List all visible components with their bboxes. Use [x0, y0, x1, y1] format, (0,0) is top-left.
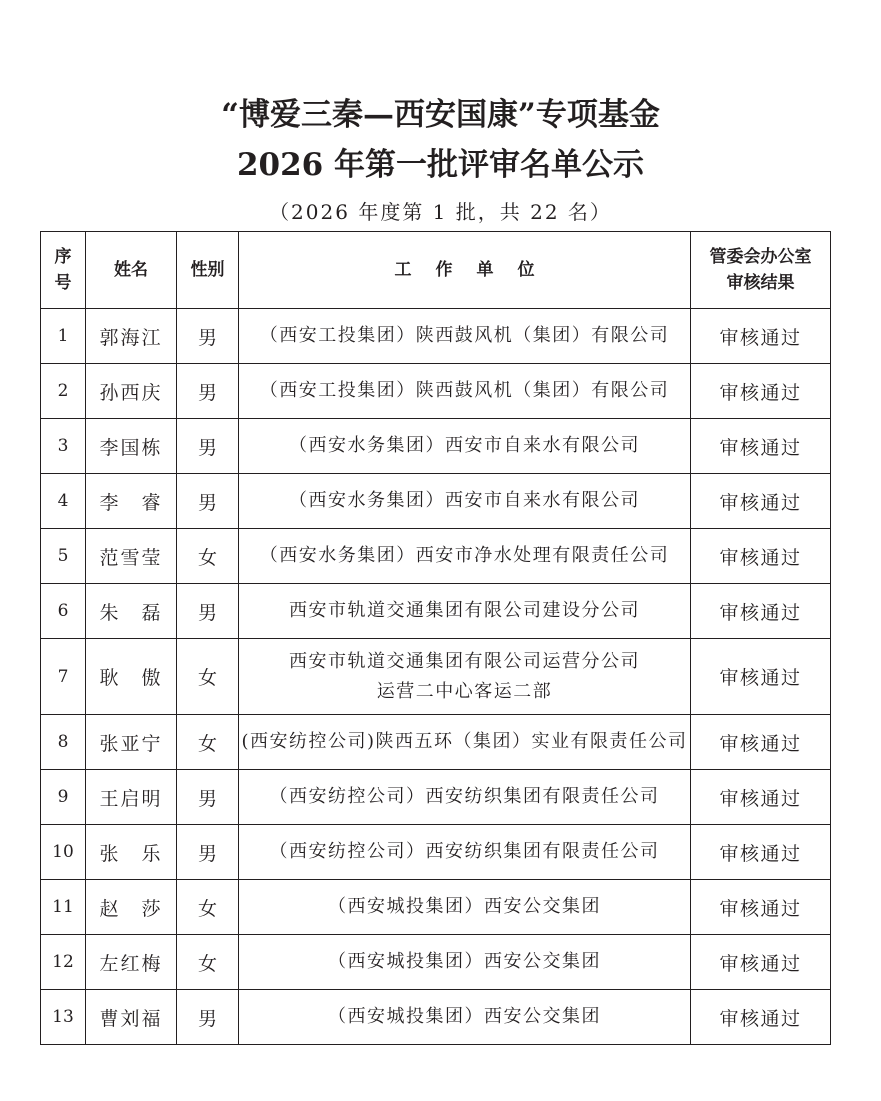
- cell-serial-number: 6: [41, 584, 86, 639]
- cell-name: 孙西庆: [86, 364, 177, 419]
- cell-gender: 男: [177, 474, 239, 529]
- document-subtitle: （2026 年度第 1 批，共 22 名）: [269, 200, 612, 224]
- table-row: [41, 419, 831, 474]
- work-unit-line: （西安城投集团）西安公交集团: [328, 896, 601, 917]
- cell-serial-number: 12: [41, 935, 86, 990]
- table-row: [41, 770, 831, 825]
- cell-gender: 男: [177, 770, 239, 825]
- work-unit-line: 西安市轨道交通集团有限公司运营分公司: [289, 650, 640, 672]
- cell-serial-number: 1: [41, 309, 86, 364]
- work-unit-line: （西安纺控公司）西安纺织集团有限责任公司: [269, 841, 660, 862]
- cell-gender: 男: [177, 309, 239, 364]
- table-row: [41, 990, 831, 1045]
- cell-name: 赵 莎: [86, 880, 177, 935]
- table-row: [41, 584, 831, 639]
- cell-gender: 男: [177, 364, 239, 419]
- table-row: [41, 639, 831, 715]
- table-header-row: [41, 232, 831, 309]
- header-gender: 性别: [177, 232, 239, 309]
- cell-review-result: 审核通过: [691, 770, 831, 825]
- cell-name: 朱 磊: [86, 584, 177, 639]
- cell-serial-number: 4: [41, 474, 86, 529]
- header-review-result: [691, 232, 831, 309]
- cell-review-result: 审核通过: [691, 825, 831, 880]
- cell-review-result: 审核通过: [691, 715, 831, 770]
- cell-work-unit: [239, 309, 691, 364]
- cell-work-unit: [239, 880, 691, 935]
- cell-serial-number: 13: [41, 990, 86, 1045]
- cell-serial-number: 9: [41, 770, 86, 825]
- cell-name: 郭海江: [86, 309, 177, 364]
- cell-work-unit: [239, 935, 691, 990]
- review-list-table: [40, 231, 831, 1045]
- cell-review-result: 审核通过: [691, 880, 831, 935]
- cell-work-unit: [239, 639, 691, 715]
- cell-serial-number: 11: [41, 880, 86, 935]
- cell-name: 王启明: [86, 770, 177, 825]
- cell-review-result: 审核通过: [691, 529, 831, 584]
- cell-review-result: 审核通过: [691, 419, 831, 474]
- cell-serial-number: 7: [41, 639, 86, 715]
- cell-work-unit: [239, 584, 691, 639]
- cell-review-result: 审核通过: [691, 474, 831, 529]
- cell-gender: 男: [177, 584, 239, 639]
- cell-gender: 女: [177, 529, 239, 584]
- cell-gender: 女: [177, 935, 239, 990]
- document-title-line-2: 2026 年第一批评审名单公示: [236, 147, 645, 183]
- work-unit-line: 西安市轨道交通集团有限公司建设分公司: [289, 600, 640, 621]
- header-serial-number-line-1: 序: [54, 247, 72, 267]
- cell-gender: 男: [177, 419, 239, 474]
- table-row: [41, 825, 831, 880]
- cell-work-unit: [239, 715, 691, 770]
- work-unit-line: （西安水务集团）西安市净水处理有限责任公司: [259, 545, 670, 566]
- header-serial-number: [41, 232, 86, 309]
- table-row: [41, 715, 831, 770]
- cell-gender: 女: [177, 715, 239, 770]
- cell-work-unit: [239, 419, 691, 474]
- cell-review-result: 审核通过: [691, 584, 831, 639]
- cell-work-unit: [239, 529, 691, 584]
- work-unit-line: 运营二中心客运二部: [376, 680, 553, 702]
- cell-serial-number: 2: [41, 364, 86, 419]
- cell-work-unit: [239, 825, 691, 880]
- work-unit-line: (西安纺控公司)陕西五环（集团）实业有限责任公司: [241, 731, 688, 752]
- cell-work-unit: [239, 364, 691, 419]
- cell-work-unit: [239, 770, 691, 825]
- cell-name: 张亚宁: [86, 715, 177, 770]
- table-body: [41, 309, 831, 1045]
- header-review-result-line-2: 审核结果: [726, 273, 795, 293]
- table-row: [41, 309, 831, 364]
- cell-serial-number: 3: [41, 419, 86, 474]
- work-unit-line: （西安水务集团）西安市自来水有限公司: [289, 490, 640, 511]
- cell-name: 曹刘福: [86, 990, 177, 1045]
- work-unit-line: （西安工投集团）陕西鼓风机（集团）有限公司: [259, 325, 670, 346]
- work-unit-line: （西安水务集团）西安市自来水有限公司: [289, 435, 640, 456]
- header-serial-number-line-2: 号: [54, 273, 72, 293]
- cell-serial-number: 5: [41, 529, 86, 584]
- cell-review-result: 审核通过: [691, 935, 831, 990]
- cell-gender: 男: [177, 990, 239, 1045]
- cell-gender: 女: [177, 639, 239, 715]
- cell-serial-number: 8: [41, 715, 86, 770]
- cell-work-unit: [239, 474, 691, 529]
- cell-name: 耿 傲: [86, 639, 177, 715]
- table-row: [41, 474, 831, 529]
- cell-gender: 女: [177, 880, 239, 935]
- cell-review-result: 审核通过: [691, 639, 831, 715]
- document-title-line-1: “博爱三秦—西安国康”专项基金: [221, 97, 660, 133]
- table-row: [41, 529, 831, 584]
- work-unit-line: （西安城投集团）西安公交集团: [328, 951, 601, 972]
- cell-name: 李 睿: [86, 474, 177, 529]
- cell-name: 张 乐: [86, 825, 177, 880]
- cell-review-result: 审核通过: [691, 309, 831, 364]
- header-work-unit: 工作单位: [239, 232, 691, 309]
- header-name: 姓名: [86, 232, 177, 309]
- cell-work-unit: [239, 990, 691, 1045]
- cell-name: 范雪莹: [86, 529, 177, 584]
- cell-name: 左红梅: [86, 935, 177, 990]
- cell-serial-number: 10: [41, 825, 86, 880]
- work-unit-line: （西安工投集团）陕西鼓风机（集团）有限公司: [259, 380, 670, 401]
- work-unit-line: （西安纺控公司）西安纺织集团有限责任公司: [269, 786, 660, 807]
- cell-gender: 男: [177, 825, 239, 880]
- cell-name: 李国栋: [86, 419, 177, 474]
- cell-review-result: 审核通过: [691, 364, 831, 419]
- header-review-result-line-1: 管委会办公室: [709, 247, 812, 267]
- table-row: [41, 935, 831, 990]
- table-row: [41, 880, 831, 935]
- cell-review-result: 审核通过: [691, 990, 831, 1045]
- work-unit-line: （西安城投集团）西安公交集团: [328, 1006, 601, 1027]
- table-row: [41, 364, 831, 419]
